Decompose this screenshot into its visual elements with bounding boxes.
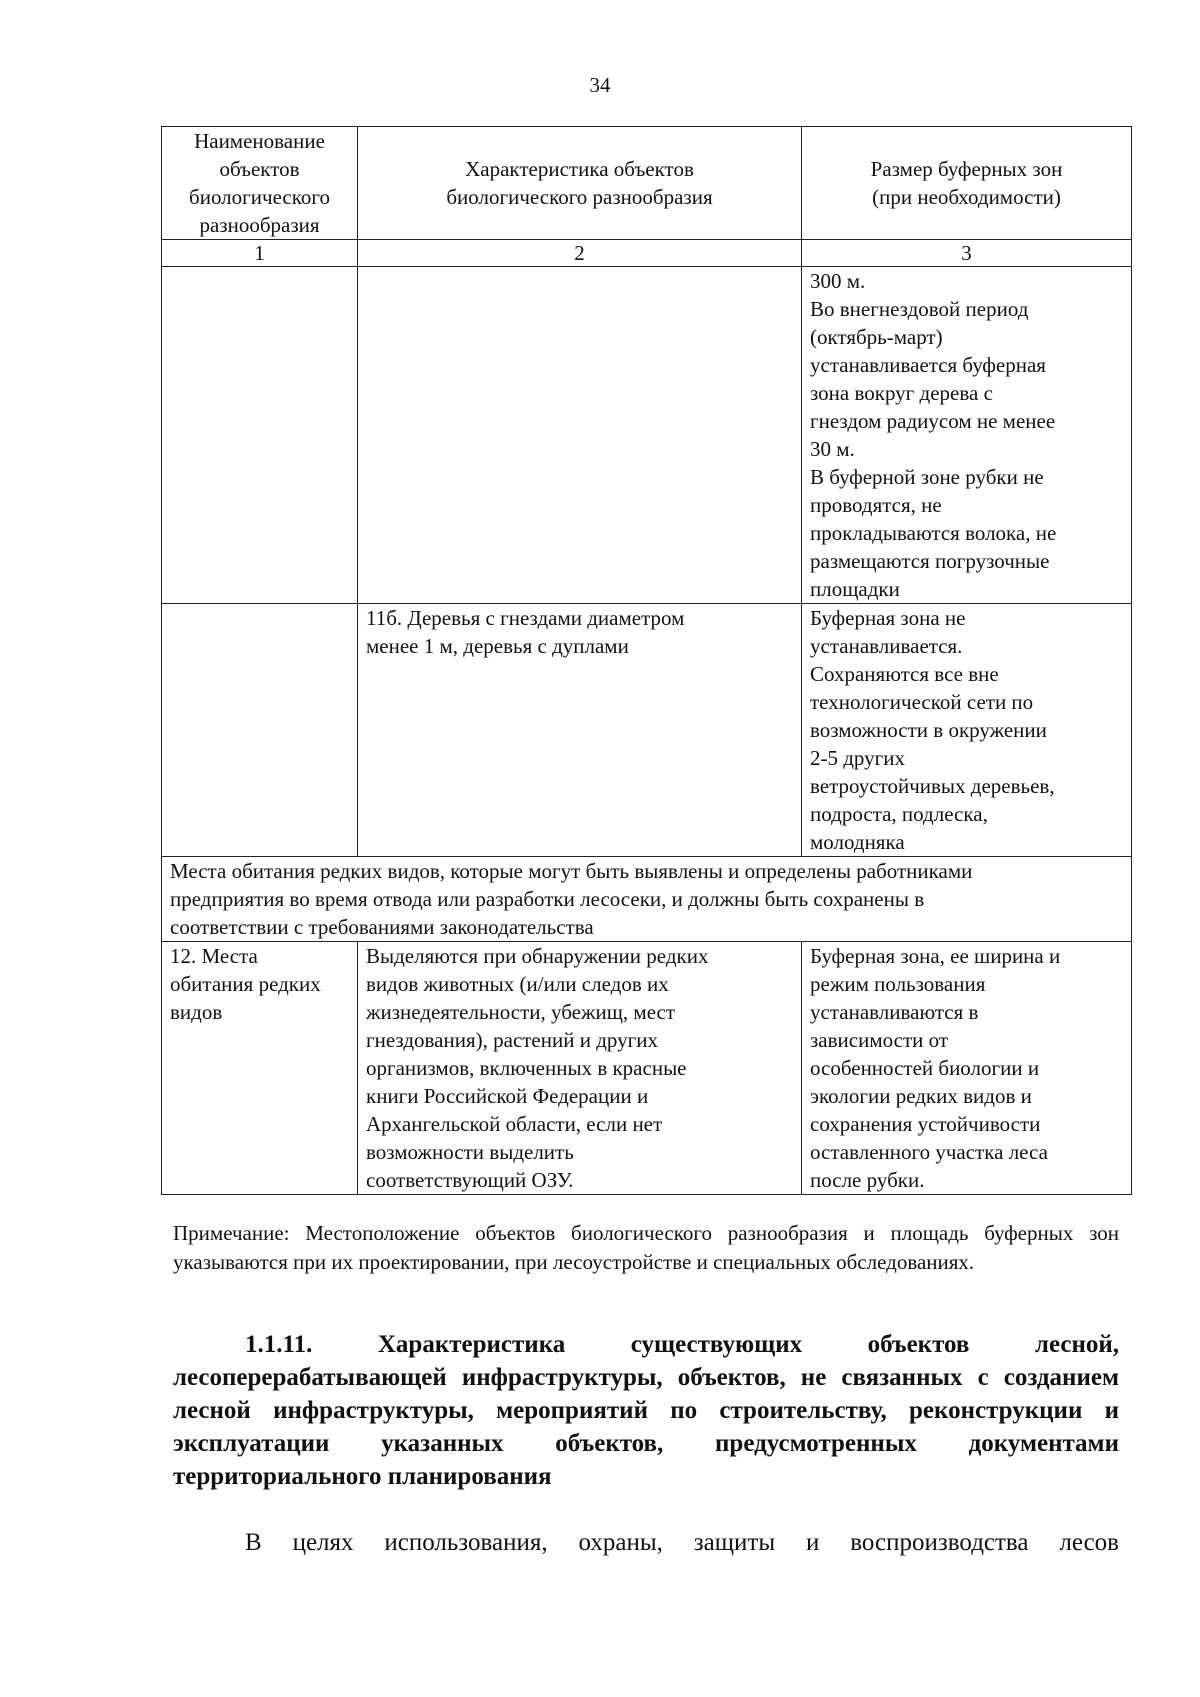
table-cell xyxy=(162,267,358,604)
column-number: 3 xyxy=(802,240,1132,267)
table-row xyxy=(162,942,1132,1195)
table-header-cell: Наименование объектов биологического разнообразия xyxy=(162,127,358,240)
table-note: Примечание: Местоположение объектов биологического разнообразия и площадь буферных зон указываются при их проектировании, при лесоустройстве и специальных обследованиях. xyxy=(173,1221,1119,1274)
table-header-cell: Характеристика объектов биологического разнообразия xyxy=(358,127,802,240)
table-cell: Буферная зона не устанавливается. Сохраняются все вне технологической сети по возможности в окружении 2-5 других ветроустойчивых деревьев, подроста, подлеска, молодняка xyxy=(802,604,1132,857)
column-number: 1 xyxy=(162,240,358,267)
table-cell xyxy=(162,604,358,857)
table-cell: 12. Места обитания редких видов xyxy=(162,942,358,1195)
biodiversity-table xyxy=(161,126,1132,1195)
table-spanning-row xyxy=(162,857,1132,942)
table-column-number-row xyxy=(162,240,1132,267)
table-header-row xyxy=(162,127,1132,240)
table-header-cell: Размер буферных зон (при необходимости) xyxy=(802,127,1132,240)
table-row xyxy=(162,267,1132,604)
table-cell xyxy=(358,267,802,604)
table-spanning-cell: Места обитания редких видов, которые могут быть выявлены и определены работниками предприятия во время отвода или разработки лесосеки, и должны быть сохранены в соответствии с требованиями законодательства xyxy=(162,857,1132,942)
section-heading: 1.1.11. Характеристика существующих объектов лесной, лесоперерабатывающей инфраструктуры, объектов, не связанных с созданием лесной инфраструктуры, мероприятий по строительству, реконструкции и эксплуатации указанных объектов, предусмотренных документами территориального планирования xyxy=(173,1331,1119,1490)
column-number: 2 xyxy=(358,240,802,267)
page-number: 34 xyxy=(589,73,611,97)
table-row xyxy=(162,604,1132,857)
table-cell: Буферная зона, ее ширина и режим пользования устанавливаются в зависимости от особенностей биологии и экологии редких видов и сохранения устойчивости оставленного участка леса после рубки. xyxy=(802,942,1132,1195)
table-cell: 300 м. Во внегнездовой период (октябрь-март) устанавливается буферная зона вокруг дерева с гнездом радиусом не менее 30 м. В буферной зоне рубки не проводятся, не прокладываются волока, не размещаются погрузочные площадки xyxy=(802,267,1132,604)
body-paragraph: В целях использования, охраны, защиты и воспроизводства лесов xyxy=(245,1529,1119,1556)
table-cell: 11б. Деревья с гнездами диаметром менее 1 м, деревья с дуплами xyxy=(358,604,802,857)
table-cell: Выделяются при обнаружении редких видов животных (и/или следов их жизнедеятельности, убежищ, мест гнездования), растений и других организмов, включенных в красные книги Российской Федерации и Архангельской области, если нет возможности выделить соответствующий ОЗУ. xyxy=(358,942,802,1195)
